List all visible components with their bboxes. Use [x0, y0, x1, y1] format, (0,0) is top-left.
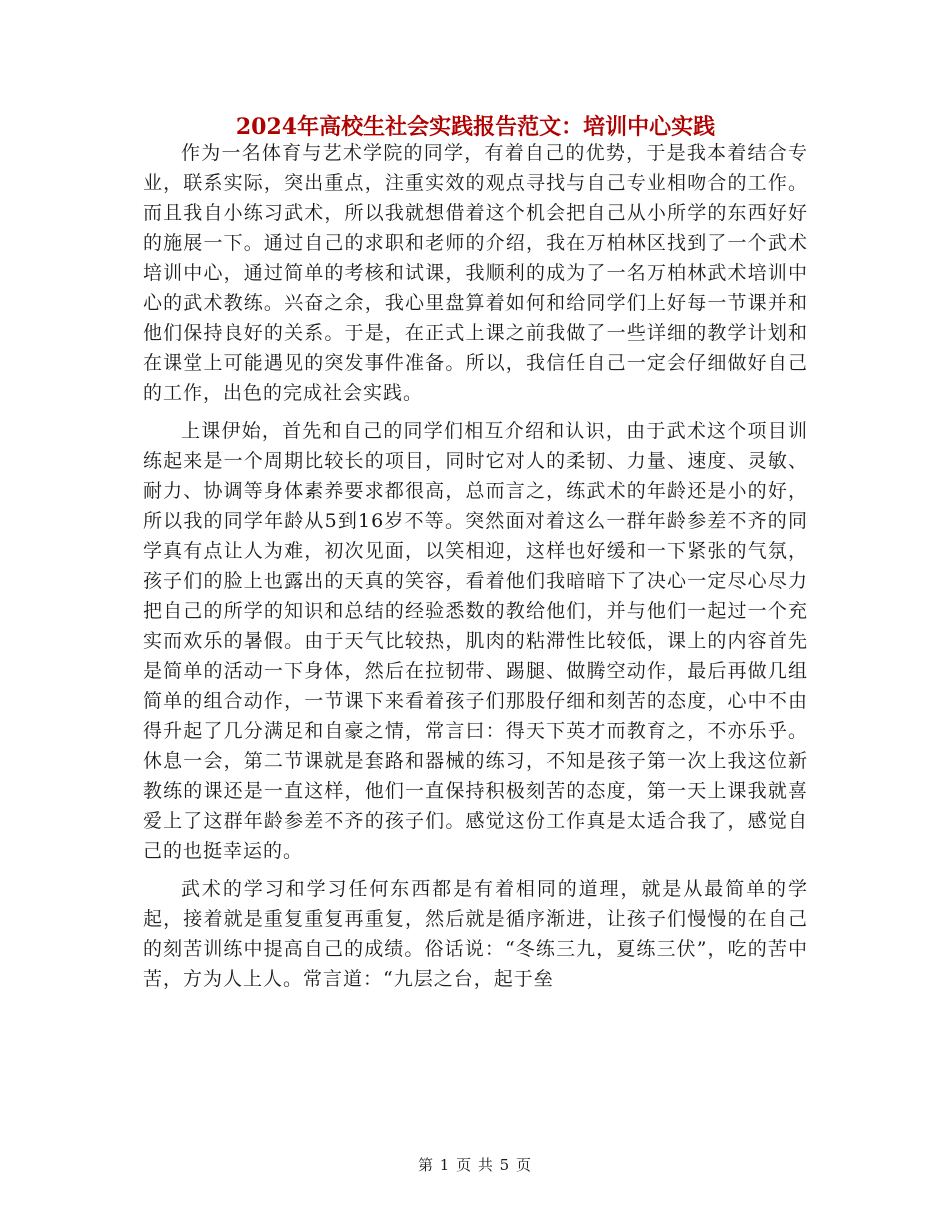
page-number-label: 第 1 页 共 5 页 [418, 1156, 532, 1174]
document-body [143, 138, 808, 1002]
paragraph-1: 作为一名体育与艺术学院的同学，有着自己的优势，于是我本着结合专业，联系实际，突出重点，注重实效的观点寻找与自己专业相吻合的工作。而且我自小练习武术，所以我就想借着这个机会把自己从小所学的东西好好的施展一下。通过自己的求职和老师的介绍，我在万柏林区找到了一个武术培训中心，通过简单的考核和试课，我顺利的成为了一名万柏林武术培训中心的武术教练。兴奋之余，我心里盘算着如何和给同学们上好每一节课并和他们保持良好的关系。于是，在正式上课之前我做了一些详细的教学计划和在课堂上可能遇见的突发事件准备。所以，我信任自己一定会仔细做好自己的工作，出色的完成社会实践。 [143, 142, 808, 404]
paragraph-2: 上课伊始，首先和自己的同学们相互介绍和认识，由于武术这个项目训练起来是一个周期比较长的项目，同时它对人的柔韧、力量、速度、灵敏、耐力、协调等身体素养要求都很高，总而言之，练武术的年龄还是小的好，所以我的同学年龄从5到16岁不等。突然面对着这么一群年龄参差不齐的同学真有点让人为难，初次见面，以笑相迎，这样也好缓和一下紧张的气氛，孩子们的脸上也露出的天真的笑容，看着他们我暗暗下了决心一定尽心尽力把自己的所学的知识和总结的经验悉数的教给他们，并与他们一起过一个充实而欢乐的暑假。由于天气比较热，肌肉的粘滞性比较低，课上的内容首先是简单的活动一下身体，然后在拉韧带、踢腿、做腾空动作，最后再做几组简单的组合动作，一节课下来看着孩子们那股仔细和刻苦的态度，心中不由得升起了几分满足和自豪之情，常言曰：得天下英才而教育之，不亦乐乎。休息一会，第二节课就是套路和器械的练习，不知是孩子第一次上我这位新教练的课还是一直这样，他们一直保持积极刻苦的态度，第一天上课我就喜爱上了这群年龄参差不齐的孩子们。感觉这份工作真是太适合我了，感觉自己的也挺幸运的。 [143, 420, 808, 862]
document-title: 2024年高校生社会实践报告范文：培训中心实践 [235, 114, 716, 140]
paragraph-3: 武术的学习和学习任何东西都是有着相同的道理，就是从最简单的学起，接着就是重复重复再重复，然后就是循序渐进，让孩子们慢慢的在自己的刻苦训练中提高自己的成绩。俗话说：“冬练三九，夏练三伏”，吃的苦中苦，方为人上人。常言道：“九层之台，起于垒 [143, 878, 808, 990]
page-footer [0, 1155, 950, 1175]
